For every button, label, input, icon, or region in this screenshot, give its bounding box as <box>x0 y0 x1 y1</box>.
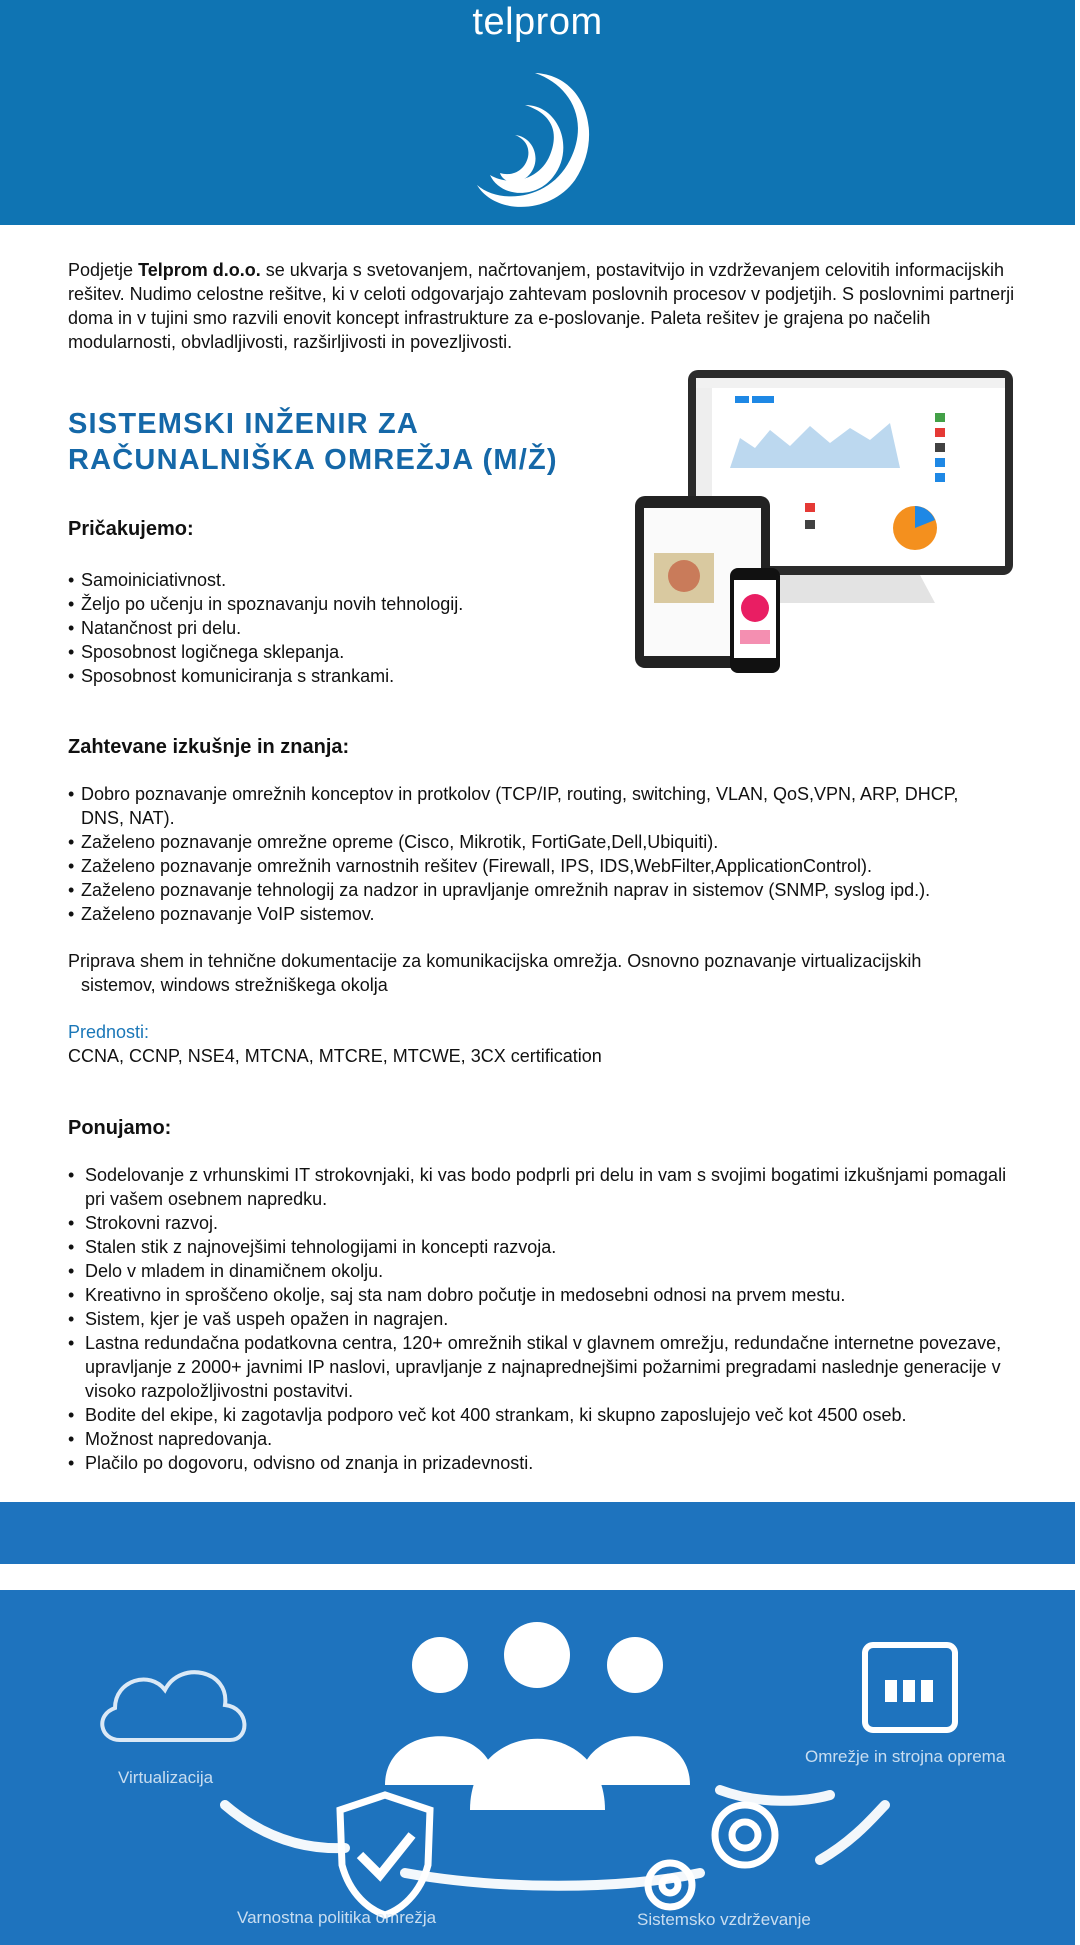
list-item: • Plačilo po dogovoru, odvisno od znanja in prizadevnosti. <box>68 1451 1018 1475</box>
list-item: • Dobro poznavanje omrežnih konceptov in protkolov (TCP/IP, routing, switching, VLAN, QoS,VPN, ARP, DHCP, DNS, NAT). <box>68 782 998 830</box>
telprom-logo-icon <box>465 65 600 215</box>
certifications: CCNA, CCNP, NSE4, MTCNA, MTCRE, MTCWE, 3CX certification <box>68 1046 602 1066</box>
list-item: • Zaželeno poznavanje omrežnih varnostnih rešitev (Firewall, IPS, IDS,WebFilter,ApplicationControl). <box>68 854 998 878</box>
gears-icon <box>648 1805 775 1907</box>
label-security: Varnostna politika omrežja <box>237 1908 437 1927</box>
header-banner <box>0 0 1075 225</box>
list-item: • Sistem, kjer je vaš uspeh opažen in nagrajen. <box>68 1307 1018 1331</box>
list-item: • Natančnost pri delu. <box>68 616 628 640</box>
team-icon <box>385 1622 690 1810</box>
server-icon <box>865 1645 955 1730</box>
documentation-paragraph <box>68 949 1008 997</box>
offer-heading: Ponujamo: <box>68 1117 172 1139</box>
list-item: • Strokovni razvoj. <box>68 1211 1018 1235</box>
list-item: • Delo v mladem in dinamičnem okolju. <box>68 1259 1018 1283</box>
job-title-line-2: RAČUNALNIŠKA OMREŽJA (M/Ž) <box>68 444 558 476</box>
expect-heading: Pričakujemo: <box>68 518 194 540</box>
list-item: • Samoiniciativnost. <box>68 568 628 592</box>
list-item: • Bodite del ekipe, ki zagotavlja podporo več kot 400 strankam, ki skupno zaposlujejo več kot 4500 oseb. <box>68 1403 1018 1427</box>
list-item: • Željo po učenju in spoznavanju novih tehnologij. <box>68 592 628 616</box>
devices-illustration <box>630 368 1015 678</box>
job-title <box>68 406 628 478</box>
list-item: • Lastna redundačna podatkovna centra, 120+ omrežnih stikal v glavnem omrežju, redundačne internetne povezave, upravljanje z 2000+ javnimi IP naslovi, upravljanje z najnaprednejšimi požarnimi pregradami naslednje generacije v visoko razpoložljivostni postavitvi. <box>68 1331 1018 1403</box>
cloud-icon <box>102 1672 244 1740</box>
list-item: • Stalen stik z najnovejšimi tehnologijami in koncepti razvoja. <box>68 1235 1018 1259</box>
list-item: • Zaželeno poznavanje tehnologij za nadzor in upravljanje omrežnih naprav in sistemov (SNMP, syslog ipd.). <box>68 878 998 902</box>
list-item: • Sodelovanje z vrhunskimi IT strokovnjaki, ki vas bodo podprli pri delu in vam s svojimi bogatimi izkušnjami pomagali pri vašem osebnem napredku. <box>68 1163 1018 1211</box>
requirements-list <box>68 782 998 926</box>
separator-band <box>0 1502 1075 1564</box>
intro-paragraph <box>68 258 1018 354</box>
list-item: • Možnost napredovanja. <box>68 1427 1018 1451</box>
list-item: • Kreativno in sproščeno okolje, saj sta nam dobro počutje in medosebni odnosi na prvem mestu. <box>68 1283 1018 1307</box>
label-network: Omrežje in strojna oprema <box>805 1747 1006 1766</box>
list-item: • Sposobnost logičnega sklepanja. <box>68 640 628 664</box>
footer-illustration <box>0 1590 1075 1945</box>
expect-list <box>68 568 628 688</box>
offer-list <box>68 1163 1018 1475</box>
intro-text: se ukvarja s svetovanjem, načrtovanjem, postavitvijo in vzdrževanjem celovitih informacijskih rešitev. Nudimo celostne rešitve, ki v celoti odgovarjajo zahtevam poslovnih procesov v podjetjih. S poslovnimi partnerji doma in v tujini smo razvili enovit koncept infrastrukture za e-poslovanje. Paleta rešitev je grajena po načelih modularnosti, obvladljivosti, razširljivosti in povezljivosti. <box>68 260 1015 352</box>
documentation-line-1: Priprava shem in tehnične dokumentacije za komunikacijska omrežja. Osnovno poznavanje virtualizacijskih <box>68 951 922 971</box>
list-item: • Zaželeno poznavanje omrežne opreme (Cisco, Mikrotik, FortiGate,Dell,Ubiquiti). <box>68 830 998 854</box>
list-item: • Sposobnost komuniciranja s strankami. <box>68 664 628 688</box>
brand-name: telprom <box>472 1 603 43</box>
requirements-heading: Zahtevane izkušnje in znanja: <box>68 736 350 758</box>
shield-icon <box>340 1795 430 1915</box>
list-item: • Zaželeno poznavanje VoIP sistemov. <box>68 902 998 926</box>
company-name: Telprom d.o.o. <box>138 260 261 280</box>
job-title-line-1: SISTEMSKI INŽENIR ZA <box>68 408 420 440</box>
label-maintenance: Sistemsko vzdrževanje <box>637 1910 811 1929</box>
documentation-line-2: sistemov, windows strežniškega okolja <box>81 975 388 995</box>
label-virtualization: Virtualizacija <box>118 1768 214 1787</box>
intro-prefix: Podjetje <box>68 260 139 280</box>
advantages-label: Prednosti: <box>68 1022 150 1042</box>
